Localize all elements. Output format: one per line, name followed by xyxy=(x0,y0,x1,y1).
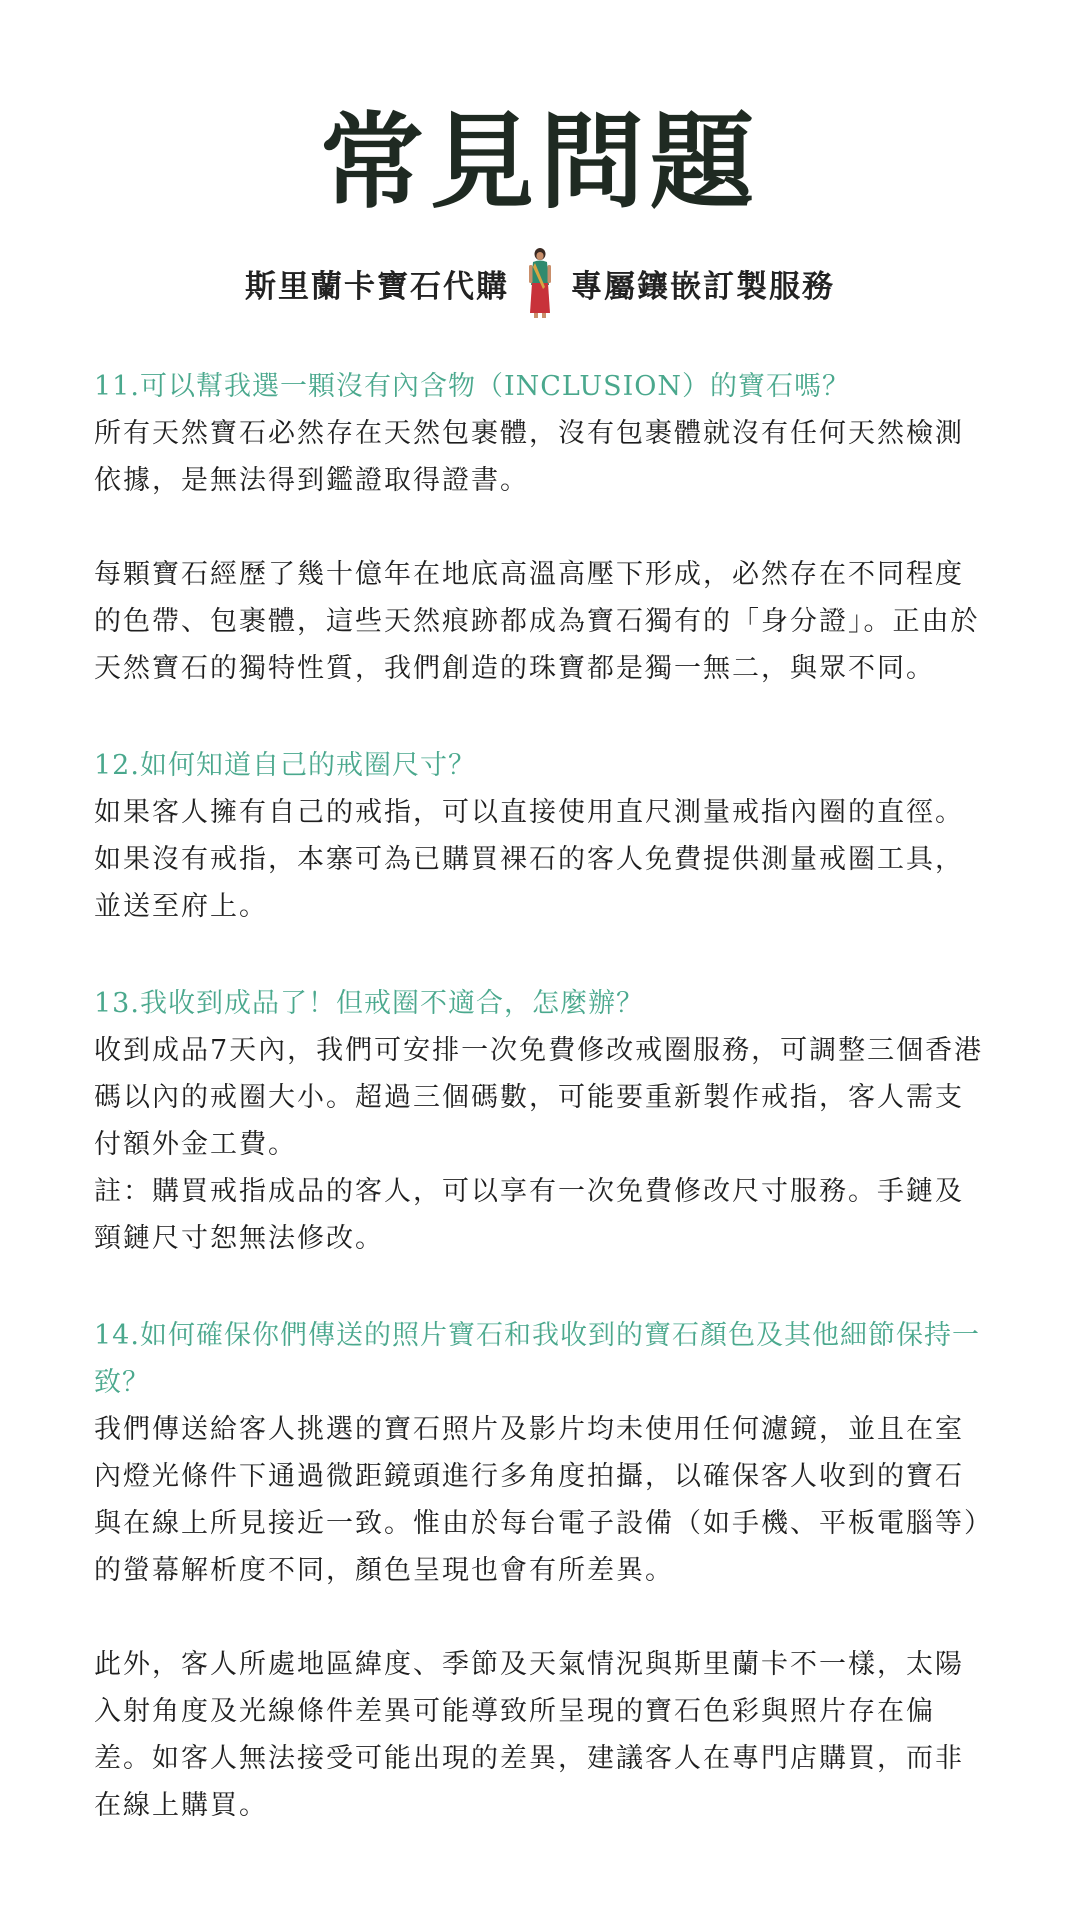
faq-answer: 如果客人擁有自己的戒指，可以直接使用直尺測量戒指內圈的直徑。如果沒有戒指，本寨可為已購買裸石的客人免費提供測量戒圈工具，並送至府上。 xyxy=(94,797,964,922)
faq-item-13 xyxy=(94,980,986,1262)
subtitle-right: 專屬鑲嵌訂製服務 xyxy=(571,269,835,306)
faq-note: 註：購買戒指成品的客人，可以享有一次免費修改尺寸服務。手鏈及頸鏈尺寸恕無法修改。 xyxy=(94,1176,964,1254)
page-title: 常見問題 xyxy=(319,100,760,223)
page-header xyxy=(0,100,1080,321)
faq-item-14 xyxy=(94,1312,986,1829)
faq-item-12 xyxy=(94,742,986,930)
faq-question: 12.如何知道自己的戒圈尺寸？ xyxy=(94,750,476,781)
faq-question: 14.如何確保你們傳送的照片寶石和我收到的寶石顏色及其他細節保持一致？ xyxy=(94,1320,980,1398)
page-subtitle xyxy=(0,247,1080,321)
faq-question: 11.可以幫我選一顆沒有內含物（INCLUSION）的寶石嗎？ xyxy=(94,371,851,402)
paragraph-spacer xyxy=(94,504,986,551)
faq-item-11 xyxy=(94,363,986,692)
faq-answer: 收到成品7天內，我們可安排一次免費修改戒圈服務，可調整三個香港碼以內的戒圈大小。超過三個碼數，可能要重新製作戒指，客人需支付額外金工費。 xyxy=(94,1035,984,1160)
faq-answer: 我們傳送給客人挑選的寶石照片及影片均未使用任何濾鏡，並且在室內燈光條件下通過微距鏡頭進行多角度拍攝，以確保客人收到的寶石與在線上所見接近一致。惟由於每台電子設備（如手機、平板電腦等）的螢幕解析度不同，顏色呈現也會有所差異。 xyxy=(94,1414,980,1586)
paragraph-spacer xyxy=(94,1594,986,1641)
faq-answer: 所有天然寶石必然存在天然包裹體，沒有包裹體就沒有任何天然檢測依據，是無法得到鑑證取得證書。 xyxy=(94,418,964,496)
faq-answer: 此外，客人所處地區緯度、季節及天氣情況與斯里蘭卡不一樣，太陽入射角度及光線條件差異可能導致所呈現的寶石色彩與照片存在偏差。如客人無法接受可能出現的差異，建議客人在專門店購買，而非在線上購買。 xyxy=(94,1649,964,1821)
woman-in-sari-icon xyxy=(523,247,557,321)
subtitle-left: 斯里蘭卡寶石代購 xyxy=(245,269,509,306)
faq-list xyxy=(94,363,986,1879)
faq-answer: 每顆寶石經歷了幾十億年在地底高溫高壓下形成，必然存在不同程度的色帶、包裹體，這些天然痕跡都成為寶石獨有的「身分證」。正由於天然寶石的獨特性質，我們創造的珠寶都是獨一無二，與眾不同。 xyxy=(94,559,980,684)
faq-question: 13.我收到成品了！但戒圈不適合，怎麼辦？ xyxy=(94,988,644,1019)
